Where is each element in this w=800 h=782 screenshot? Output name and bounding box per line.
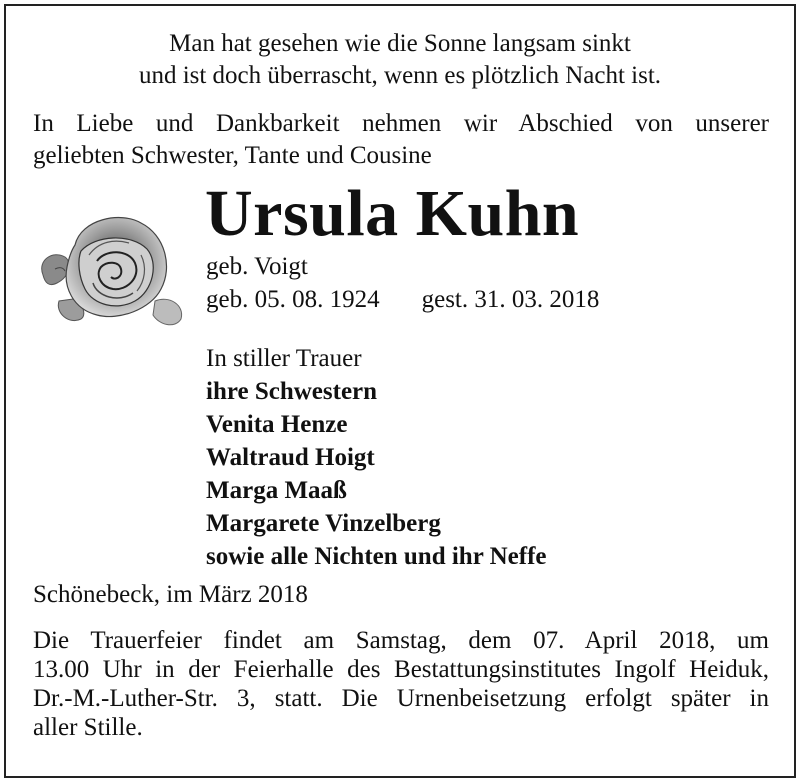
service-line-4: aller Stille. bbox=[33, 714, 143, 741]
intro-line-1: In Liebe und Dankbarkeit nehmen wir Abschied von unserer bbox=[33, 110, 769, 137]
mourner-line: Waltraud Hoigt bbox=[206, 444, 375, 471]
intro-line-2: geliebten Schwester, Tante und Cousine bbox=[33, 142, 432, 169]
mourners-block bbox=[206, 342, 547, 573]
birth-date: geb. 05. 08. 1924 bbox=[206, 286, 380, 313]
death-date: gest. 31. 03. 2018 bbox=[421, 286, 600, 313]
rose-icon bbox=[35, 205, 195, 335]
motto-quote bbox=[0, 28, 800, 92]
mourner-line: Margarete Vinzelberg bbox=[206, 510, 441, 537]
service-line-2: 13.00 Uhr in der Feierhalle des Bestattungsinstitutes Ingolf Heiduk, bbox=[33, 656, 769, 683]
deceased-name: Ursula Kuhn bbox=[205, 177, 580, 250]
service-line-3: Dr.-M.-Luther-Str. 3, statt. Die Urnenbeisetzung erfolgt später in bbox=[33, 685, 769, 712]
mourner-line: Marga Maaß bbox=[206, 477, 347, 504]
motto-line-1: Man hat gesehen wie die Sonne langsam sinkt bbox=[169, 30, 631, 57]
service-info bbox=[33, 626, 769, 742]
motto-line-2: und ist doch überrascht, wenn es plötzlich Nacht ist. bbox=[138, 62, 662, 89]
mourning-heading: In stiller Trauer bbox=[206, 345, 362, 372]
place-date: Schönebeck, im März 2018 bbox=[33, 581, 308, 608]
service-line-1: Die Trauerfeier findet am Samstag, dem 07. April 2018, um bbox=[33, 627, 769, 654]
mourner-line: sowie alle Nichten und ihr Neffe bbox=[206, 543, 547, 570]
intro-text bbox=[33, 108, 769, 172]
mourner-line: Venita Henze bbox=[206, 411, 348, 438]
life-dates bbox=[206, 285, 599, 315]
mourner-line: ihre Schwestern bbox=[206, 378, 378, 405]
maiden-name: geb. Voigt bbox=[206, 253, 308, 280]
